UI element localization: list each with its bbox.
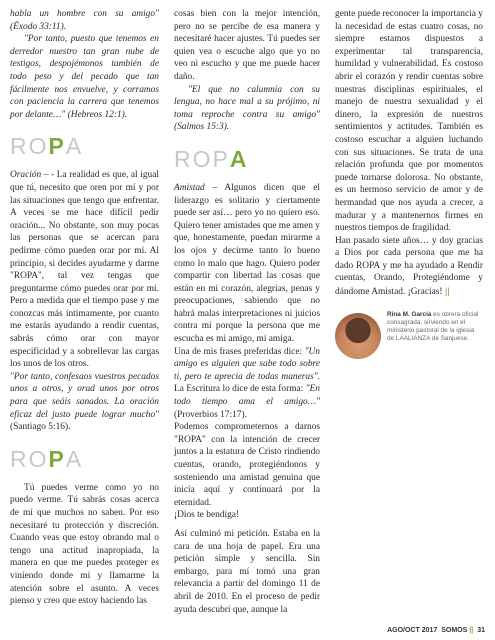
column-3	[335, 8, 483, 359]
author-name: Rina M. García	[387, 310, 432, 318]
magazine-name: SOMOS	[441, 627, 468, 634]
quote-text: "En todo tiempo ama el amigo…"	[174, 384, 320, 408]
column-1	[10, 8, 159, 608]
heading-part: ROP	[174, 145, 230, 172]
author-description: es obrera oficial consagrada, sirviendo en el ministerio pastoral de la iglesia de LAALIANZA de Sanjuese.	[387, 310, 479, 343]
author-bio	[335, 311, 483, 359]
quote-salmos: "El que no calumnia con su lengua, no hace mal a su prójimo, ni toma reproche contra su amigo" (Salmos 15:3).	[174, 84, 320, 133]
paragraph-closing	[335, 235, 483, 299]
term-oracion: Oración	[10, 170, 42, 181]
term-amistad: Amistad	[174, 182, 205, 193]
heading-part: A	[65, 445, 84, 472]
heading-part: A	[65, 133, 84, 160]
quote-text: "Un amigo es alguien que sabe todo sobre ti, pero te aprecia de todas maneras".	[174, 346, 320, 382]
heading-part: RO	[10, 133, 49, 160]
heading-highlight: P	[48, 133, 66, 160]
paragraph: Así culminó mi petición. Estaba en la cara de una hoja de papel. Era una petición simple y sencilla. Sin embargo, para mí tomó una gran relevancia a partir del domingo 11 de abril de 2010. En el proceso de pedir ayuda descubrí que, aunque la	[174, 528, 320, 615]
body-text: La Escritura lo dice de esta forma:	[174, 384, 306, 395]
quote-hebreos: "Por tanto, puesto que tenemos en derredor nuestro tan gran nube de testigos, despojémonos también de todo peso y del pecado que tan fácilmente nos envuelve, y corramos con paciencia la carrera que tenemos por delante…" (Hebreos 12:1).	[10, 34, 159, 120]
paragraph: ¡Dios te bendiga!	[174, 510, 240, 521]
heading-highlight: A	[229, 145, 249, 172]
heading-highlight: P	[48, 445, 66, 472]
body-text: Una de mis frases preferidas dice:	[174, 346, 305, 357]
paragraph-frases	[174, 346, 320, 422]
paragraph: Podemos comprometernos a darnos "ROPA" con la intención de crecer juntos a la estatura de Cristo rindiendo cuentas, orando, protegiéndonos y sosteniendo una amistad genuina que inicia aquí y continuará por la eternidad.	[174, 422, 320, 508]
paragraph: cosas bien con la mejor intención, pero no se percibe de esa manera y necesitaré hacer ajustes. Tú puedes ser quien vea o escuche algo que yo no veo ni escucho y que me puede hacer daño.	[174, 9, 320, 82]
quote-text: "Por tanto, confesaos vuestros pecados unos a otros, y orad unos por otros para que seáis sanados. La oración eficaz del justo puede lograr mucho"	[10, 371, 159, 420]
end-mark: ||	[444, 285, 450, 297]
body-text: Han pasado siete años… y doy gracias a Dios por cada persona que me ha dado ROPA y me ha ayudado a Rendir cuentas, Orando, Protegiéndome y dándome Amistad. ¡Gracias!	[335, 235, 483, 298]
quote-ref: (Santiago 5:16).	[10, 422, 71, 433]
body-text: – - La realidad es que, al igual que tú, necesito que oren por mí y por las situaciones que tengo que enfrentar. A veces se me hace difícil pedir oración... No obstante, son muy pocas las personas que se acercan para pedirme cómo pueden orar por mí. Al principio, si decides ayudarme y darme "ROPA", tal vez tengas que preguntarme cómo puedes orar por mí. Pero a medida que el tiempo pase y me conozcas más íntimamente, por cuanto me estarás ayudando a rendir cuentas, sabrás cómo orar con mayor especificidad y a sobrellevar las cargas los unos de los otros.	[10, 170, 159, 370]
paragraph-amistad	[174, 182, 320, 346]
paragraph-proteccion: Tú puedes verme como yo no puedo verme. Tú sabrás cosas acerca de mí que muchos no saben. Por eso necesitaré tu protección y discreción. Cuando veas que estoy obrando mal o tengo una actitud inapropiada, la manera en que me puedes proteger es viniendo donde mí y llamarme la atención sobre el asunto. A veces pienso y creo que estoy haciendo las	[10, 482, 159, 607]
author-bio-text	[387, 311, 483, 344]
issue-date: AGO/OCT 2017	[387, 627, 438, 634]
column-2	[174, 8, 320, 616]
paragraph: habla un hombre con su amigo" (Éxodo 33:11).	[10, 9, 159, 32]
section-heading-amistad	[174, 146, 320, 172]
body-text: – Algunos dicen que el liderazgo es solitario y ciertamente puede ser así… pero yo no quiero eso. Quiero tener amistades que me amen y que, honestamente, puedan mirarme a los ojos y decirme tanto lo bueno como lo malo que hago. Quiero poder compartir con libertad las cosas que están en mi corazón, alegrías, penas y preocupaciones, sabiendo que no habrá malas interpretaciones ni juicios contra mí porque la persona que me escucha es mi amigo, mi amiga.	[174, 182, 320, 345]
paragraph-oracion	[10, 169, 159, 371]
paragraph: gente puede reconocer la importancia y la necesidad de estas cuatro cosas, no siempre estamos dispuestos a experimentar tal transparencia, humildad y vulnerabilidad. Es costoso abrir el corazón y rendir cuentas sobre nuestras disciplinas espirituales, el manejo de nuestra sexualidad y el dinero, la expresión de nuestros sentimientos y actitudes. También es costoso escuchar a alguien luchando con sus situaciones. Se trata de una relación profunda que por momentos puede tornarse dolorosa. No obstante, es un hermoso servicio de amor y de hermandad que nos ayuda a crecer, a madurar y a mantenernos firmes en nuestros tiempos de fragilidad.	[335, 9, 483, 234]
footer-separator: ||	[469, 627, 474, 634]
section-heading-proteccion	[10, 446, 159, 472]
heading-part: RO	[10, 445, 49, 472]
page-number: 31	[477, 627, 485, 634]
section-heading-oracion	[10, 133, 159, 159]
author-avatar	[335, 313, 381, 359]
quote-ref: (Proverbios 17:17).	[174, 409, 247, 420]
quote-santiago	[10, 371, 159, 434]
page-footer	[385, 627, 485, 634]
